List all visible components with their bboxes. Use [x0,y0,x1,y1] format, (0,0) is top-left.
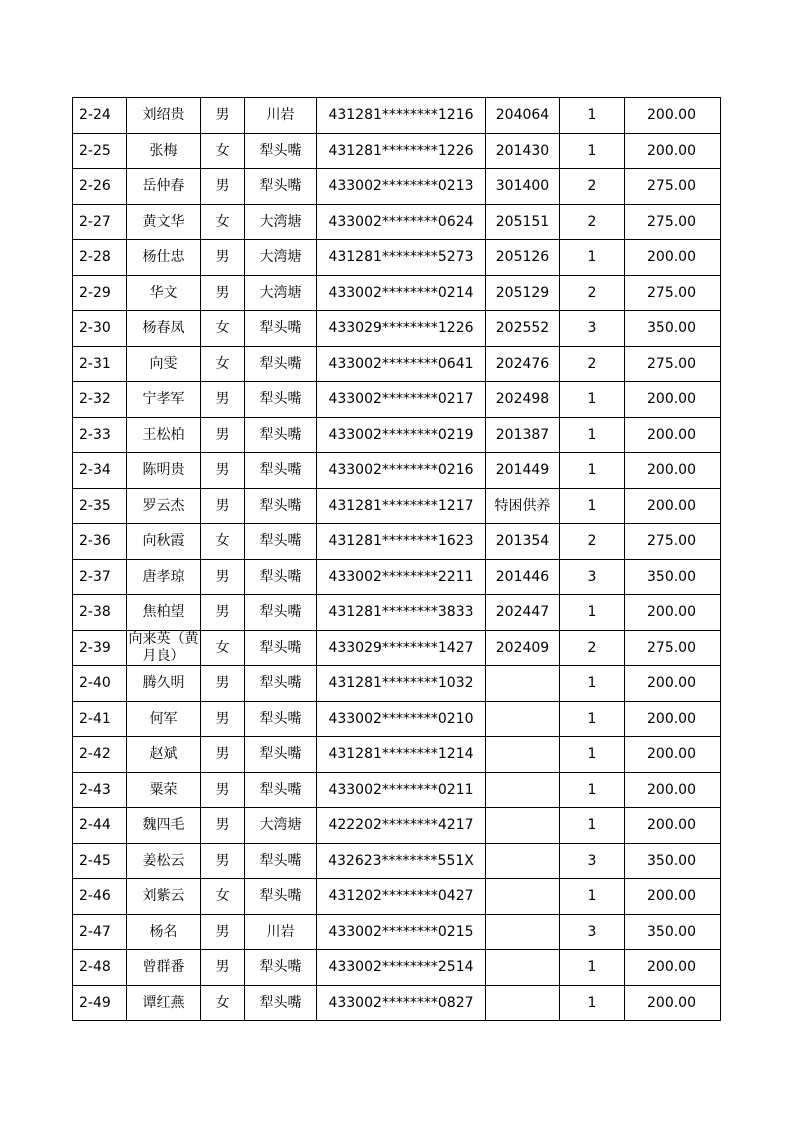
household-count-cell: 3 [560,914,625,950]
gender-cell: 女 [201,630,245,666]
code-cell: 205151 [486,204,560,240]
table-row [73,737,721,773]
id-number-cell: 433029********1427 [317,630,486,666]
household-count-cell: 2 [560,275,625,311]
row-number-cell: 2-32 [73,382,127,418]
id-number-cell: 431202********0427 [317,879,486,915]
row-number-cell: 2-42 [73,737,127,773]
id-number-cell: 433002********0217 [317,382,486,418]
amount-cell: 200.00 [625,453,721,489]
gender-cell: 女 [201,879,245,915]
table-row [73,808,721,844]
row-number-cell: 2-26 [73,169,127,205]
name-cell: 张梅 [127,133,201,169]
table-row [73,204,721,240]
table-row [73,559,721,595]
gender-cell: 女 [201,204,245,240]
gender-cell: 男 [201,666,245,702]
id-number-cell: 433002********0213 [317,169,486,205]
table-row [73,169,721,205]
village-cell: 大湾塘 [245,275,317,311]
code-cell: 202476 [486,346,560,382]
table-row [73,382,721,418]
row-number-cell: 2-25 [73,133,127,169]
code-cell [486,985,560,1021]
code-cell [486,666,560,702]
gender-cell: 男 [201,772,245,808]
table-row [73,417,721,453]
id-number-cell: 433002********0211 [317,772,486,808]
household-count-cell: 1 [560,133,625,169]
amount-cell: 200.00 [625,701,721,737]
row-number-cell: 2-35 [73,488,127,524]
household-count-cell: 1 [560,453,625,489]
id-number-cell: 433002********0214 [317,275,486,311]
household-count-cell: 1 [560,488,625,524]
table-row [73,666,721,702]
row-number-cell: 2-39 [73,630,127,666]
name-cell: 何军 [127,701,201,737]
row-number-cell: 2-29 [73,275,127,311]
code-cell [486,950,560,986]
amount-cell: 200.00 [625,417,721,453]
row-number-cell: 2-30 [73,311,127,347]
village-cell: 犁头嘴 [245,737,317,773]
amount-cell: 200.00 [625,488,721,524]
amount-cell: 350.00 [625,559,721,595]
household-count-cell: 1 [560,595,625,631]
id-number-cell: 431281********1032 [317,666,486,702]
id-number-cell: 431281********5273 [317,240,486,276]
row-number-cell: 2-37 [73,559,127,595]
id-number-cell: 433002********2514 [317,950,486,986]
amount-cell: 350.00 [625,914,721,950]
gender-cell: 男 [201,737,245,773]
id-number-cell: 433002********0624 [317,204,486,240]
code-cell: 301400 [486,169,560,205]
name-cell: 刘绍贵 [127,98,201,134]
amount-cell: 350.00 [625,311,721,347]
row-number-cell: 2-38 [73,595,127,631]
village-cell: 犁头嘴 [245,133,317,169]
name-cell: 杨仕忠 [127,240,201,276]
gender-cell: 男 [201,275,245,311]
household-count-cell: 1 [560,985,625,1021]
name-cell: 华文 [127,275,201,311]
id-number-cell: 431281********1226 [317,133,486,169]
gender-cell: 男 [201,453,245,489]
village-cell: 犁头嘴 [245,666,317,702]
name-cell: 赵斌 [127,737,201,773]
name-cell: 姜松云 [127,843,201,879]
village-cell: 犁头嘴 [245,169,317,205]
table-row [73,595,721,631]
table-row [73,843,721,879]
village-cell: 大湾塘 [245,240,317,276]
table-row [73,879,721,915]
village-cell: 犁头嘴 [245,985,317,1021]
amount-cell: 200.00 [625,772,721,808]
household-count-cell: 2 [560,346,625,382]
code-cell: 205129 [486,275,560,311]
village-cell: 犁头嘴 [245,346,317,382]
name-cell: 向来英（黄月良） [128,630,199,664]
code-cell: 202409 [486,630,560,666]
name-cell: 王松柏 [127,417,201,453]
village-cell: 犁头嘴 [245,382,317,418]
code-cell: 201387 [486,417,560,453]
household-count-cell: 1 [560,382,625,418]
gender-cell: 男 [201,417,245,453]
table-row [73,240,721,276]
name-cell: 腾久明 [127,666,201,702]
code-cell: 204064 [486,98,560,134]
gender-cell: 男 [201,382,245,418]
table-row [73,630,721,666]
id-number-cell: 431281********1214 [317,737,486,773]
amount-cell: 275.00 [625,204,721,240]
row-number-cell: 2-44 [73,808,127,844]
amount-cell: 200.00 [625,950,721,986]
household-count-cell: 1 [560,879,625,915]
gender-cell: 男 [201,559,245,595]
id-number-cell: 422202********4217 [317,808,486,844]
village-cell: 犁头嘴 [245,879,317,915]
name-cell: 陈明贵 [127,453,201,489]
village-cell: 川岩 [245,914,317,950]
code-cell [486,808,560,844]
id-number-cell: 431281********1216 [317,98,486,134]
household-count-cell: 1 [560,240,625,276]
table-row [73,311,721,347]
code-cell [486,772,560,808]
name-cell: 魏四毛 [127,808,201,844]
row-number-cell: 2-48 [73,950,127,986]
row-number-cell: 2-49 [73,985,127,1021]
table-row [73,524,721,560]
gender-cell: 男 [201,595,245,631]
table-row [73,950,721,986]
code-cell: 201430 [486,133,560,169]
household-count-cell: 3 [560,559,625,595]
id-number-cell: 433002********0641 [317,346,486,382]
amount-cell: 200.00 [625,737,721,773]
name-cell: 唐孝琼 [127,559,201,595]
village-cell: 大湾塘 [245,808,317,844]
village-cell: 大湾塘 [245,204,317,240]
gender-cell: 男 [201,808,245,844]
amount-cell: 350.00 [625,843,721,879]
name-cell: 杨名 [127,914,201,950]
row-number-cell: 2-46 [73,879,127,915]
amount-cell: 275.00 [625,346,721,382]
name-cell: 向秋霞 [127,524,201,560]
name-cell: 谭红燕 [127,985,201,1021]
id-number-cell: 433002********2211 [317,559,486,595]
name-cell: 宁孝军 [127,382,201,418]
gender-cell: 女 [201,311,245,347]
id-number-cell: 433002********0827 [317,985,486,1021]
village-cell: 犁头嘴 [245,559,317,595]
amount-cell: 200.00 [625,985,721,1021]
id-number-cell: 432623********551X [317,843,486,879]
table-row [73,772,721,808]
household-count-cell: 2 [560,169,625,205]
gender-cell: 男 [201,701,245,737]
amount-cell: 200.00 [625,133,721,169]
name-cell: 罗云杰 [127,488,201,524]
village-cell: 犁头嘴 [245,843,317,879]
amount-cell: 200.00 [625,879,721,915]
amount-cell: 275.00 [625,630,721,666]
household-count-cell: 1 [560,417,625,453]
row-number-cell: 2-45 [73,843,127,879]
row-number-cell: 2-40 [73,666,127,702]
village-cell: 犁头嘴 [245,453,317,489]
row-number-cell: 2-41 [73,701,127,737]
household-count-cell: 2 [560,630,625,666]
household-count-cell: 3 [560,311,625,347]
village-cell: 犁头嘴 [245,950,317,986]
row-number-cell: 2-31 [73,346,127,382]
code-cell [486,737,560,773]
id-number-cell: 431281********3833 [317,595,486,631]
code-cell [486,914,560,950]
row-number-cell: 2-24 [73,98,127,134]
household-count-cell: 2 [560,524,625,560]
name-cell: 刘紫云 [127,879,201,915]
table-row [73,453,721,489]
village-cell: 犁头嘴 [245,311,317,347]
name-cell: 岳仲春 [127,169,201,205]
row-number-cell: 2-36 [73,524,127,560]
gender-cell: 男 [201,914,245,950]
village-cell: 犁头嘴 [245,701,317,737]
table-row [73,701,721,737]
row-number-cell: 2-34 [73,453,127,489]
village-cell: 犁头嘴 [245,524,317,560]
row-number-cell: 2-28 [73,240,127,276]
household-count-cell: 1 [560,950,625,986]
table-row [73,346,721,382]
code-cell [486,879,560,915]
beneficiary-table [72,97,721,1021]
gender-cell: 男 [201,169,245,205]
name-cell: 向雯 [127,346,201,382]
code-cell: 202552 [486,311,560,347]
row-number-cell: 2-33 [73,417,127,453]
gender-cell: 女 [201,524,245,560]
village-cell: 犁头嘴 [245,488,317,524]
village-cell: 犁头嘴 [245,772,317,808]
name-cell: 黄文华 [127,204,201,240]
gender-cell: 男 [201,240,245,276]
table-row [73,985,721,1021]
gender-cell: 女 [201,346,245,382]
household-count-cell: 2 [560,204,625,240]
id-number-cell: 433002********0216 [317,453,486,489]
amount-cell: 200.00 [625,240,721,276]
row-number-cell: 2-27 [73,204,127,240]
household-count-cell: 1 [560,772,625,808]
household-count-cell: 1 [560,737,625,773]
row-number-cell: 2-47 [73,914,127,950]
amount-cell: 200.00 [625,666,721,702]
name-cell: 曾群番 [127,950,201,986]
table-row [73,133,721,169]
gender-cell: 男 [201,843,245,879]
id-number-cell: 433029********1226 [317,311,486,347]
code-cell [486,701,560,737]
id-number-cell: 431281********1217 [317,488,486,524]
code-cell: 201449 [486,453,560,489]
table-row [73,275,721,311]
amount-cell: 200.00 [625,595,721,631]
row-number-cell: 2-43 [73,772,127,808]
code-cell [486,843,560,879]
name-cell: 粟荣 [127,772,201,808]
amount-cell: 275.00 [625,524,721,560]
amount-cell: 200.00 [625,382,721,418]
name-cell: 杨春凤 [127,311,201,347]
code-cell: 201354 [486,524,560,560]
gender-cell: 男 [201,488,245,524]
household-count-cell: 1 [560,808,625,844]
code-cell: 特困供养 [486,488,560,524]
id-number-cell: 433002********0215 [317,914,486,950]
code-cell: 201446 [486,559,560,595]
table-row [73,488,721,524]
table-row [73,98,721,134]
id-number-cell: 433002********0219 [317,417,486,453]
id-number-cell: 431281********1623 [317,524,486,560]
village-cell: 犁头嘴 [245,417,317,453]
id-number-cell: 433002********0210 [317,701,486,737]
household-count-cell: 3 [560,843,625,879]
code-cell: 202447 [486,595,560,631]
gender-cell: 女 [201,985,245,1021]
village-cell: 川岩 [245,98,317,134]
gender-cell: 女 [201,133,245,169]
name-cell: 焦柏望 [127,595,201,631]
household-count-cell: 1 [560,98,625,134]
code-cell: 205126 [486,240,560,276]
household-count-cell: 1 [560,701,625,737]
table-row [73,914,721,950]
table-body [73,98,721,1021]
village-cell: 犁头嘴 [245,595,317,631]
amount-cell: 200.00 [625,98,721,134]
amount-cell: 275.00 [625,275,721,311]
gender-cell: 男 [201,98,245,134]
amount-cell: 275.00 [625,169,721,205]
village-cell: 犁头嘴 [245,630,317,666]
code-cell: 202498 [486,382,560,418]
gender-cell: 男 [201,950,245,986]
amount-cell: 200.00 [625,808,721,844]
household-count-cell: 1 [560,666,625,702]
